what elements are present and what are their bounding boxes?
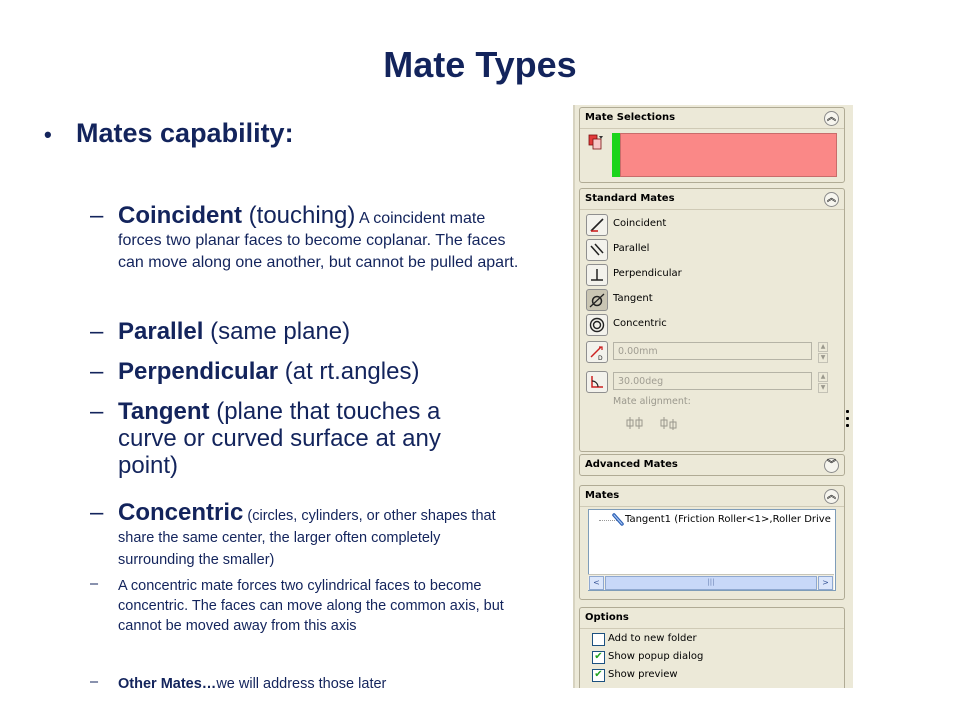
mate-label: Coincident [613, 218, 667, 229]
spin-up-icon[interactable]: ▲ [818, 372, 828, 382]
mate-selection-icon [588, 134, 604, 150]
group-title: Mate Selections [585, 112, 676, 123]
term-tangent-note: (plane that touches a curve or curved surface at any point) [118, 398, 441, 479]
scroll-right-icon[interactable]: > [818, 576, 833, 590]
tangent-mate-icon [611, 512, 625, 528]
group-title: Advanced Mates [585, 459, 678, 470]
options-group [579, 607, 845, 688]
mate-list-item[interactable]: Tangent1 (Friction Roller<1>,Roller Drive [625, 514, 831, 525]
term-perpendicular: Perpendicular [118, 358, 279, 385]
term-parallel-note: (same plane) [203, 318, 351, 345]
concentric-icon[interactable] [586, 314, 608, 336]
scroll-thumb[interactable]: ||| [605, 576, 817, 590]
spin-down-icon[interactable]: ▼ [818, 383, 828, 393]
concentric-explanation-text: A concentric mate forces two cylindrical faces to become concentric. The faces can move along the common axis, but cannot be moved away from this axis [118, 578, 504, 634]
svg-text:D: D [598, 355, 603, 362]
group-title: Standard Mates [585, 193, 675, 204]
mates-group [579, 485, 845, 600]
term-coincident: Coincident [118, 202, 242, 229]
group-header[interactable] [580, 108, 844, 129]
perpendicular-icon[interactable] [586, 264, 608, 286]
tangent-icon[interactable] [586, 289, 608, 311]
angle-spinner[interactable] [818, 372, 828, 390]
mate-label: Parallel [613, 243, 650, 254]
aligned-icon[interactable] [626, 415, 644, 434]
checkbox-checked[interactable]: ✔ [592, 651, 605, 664]
splitter-dot [846, 424, 849, 427]
coincident-description: A coincident mate forces two planar faces to become coplanar. The faces can move along one another, but cannot be pulled apart. [118, 210, 519, 271]
option-label: Show preview [608, 669, 678, 680]
bullet-glyph: • [44, 122, 52, 147]
dash: – [90, 358, 104, 385]
term-other-mates: Other Mates… [118, 676, 217, 692]
group-header[interactable] [580, 608, 844, 629]
item-coincident [90, 202, 520, 274]
dash: – [90, 674, 99, 690]
dash: – [90, 202, 104, 229]
collapse-icon[interactable]: ︽ [824, 111, 839, 126]
expand-icon[interactable]: ︾ [824, 458, 839, 473]
term-parallel: Parallel [118, 318, 204, 345]
item-perpendicular [90, 358, 520, 385]
slide-title: Mate Types [383, 44, 577, 85]
checkbox-checked[interactable]: ✔ [592, 669, 605, 682]
mate-selections-list[interactable] [620, 133, 837, 177]
group-header[interactable] [580, 486, 844, 507]
term-perpendicular-note: (at rt.angles) [278, 358, 420, 385]
parallel-icon[interactable] [586, 239, 608, 261]
term-concentric-note: (circles, cylinders, or other shapes that share the same center, the larger often completely surrounding the smaller) [118, 508, 496, 568]
collapse-icon[interactable]: ︽ [824, 489, 839, 504]
term-coincident-note: (touching) [242, 202, 356, 229]
bullet-heading: Mates capability: [76, 118, 294, 148]
option-label: Show popup dialog [608, 651, 704, 662]
item-parallel [90, 318, 520, 345]
angle-icon[interactable] [586, 371, 608, 393]
group-title: Mates [585, 490, 620, 501]
angle-input[interactable]: 30.00deg [613, 372, 812, 390]
mate-selections-group [579, 107, 845, 183]
distance-icon[interactable] [586, 341, 608, 363]
checkbox-unchecked[interactable] [592, 633, 605, 646]
option-label: Add to new folder [608, 633, 697, 644]
dash: – [90, 318, 104, 345]
mate-label: Concentric [613, 318, 667, 329]
dash: – [90, 576, 99, 592]
dash: – [90, 499, 104, 526]
splitter-dot [846, 410, 849, 413]
item-other-mates [90, 674, 520, 694]
item-concentric [90, 499, 520, 571]
mate-alignment-label: Mate alignment: [613, 396, 691, 407]
mate-label: Perpendicular [613, 268, 682, 279]
property-manager-panel [573, 105, 853, 688]
collapse-icon[interactable]: ︽ [824, 192, 839, 207]
term-concentric: Concentric [118, 499, 244, 526]
panel-border [573, 105, 575, 688]
scroll-left-icon[interactable]: < [589, 576, 604, 590]
distance-spinner[interactable] [818, 342, 828, 360]
item-concentric-explanation [90, 576, 520, 636]
spin-down-icon[interactable]: ▼ [818, 353, 828, 363]
splitter-dot [846, 417, 849, 420]
term-other-mates-note: we will address those later [216, 676, 387, 692]
horizontal-scrollbar[interactable] [588, 574, 834, 590]
item-tangent [90, 398, 500, 479]
standard-mates-group [579, 188, 845, 452]
advanced-mates-group [579, 454, 845, 476]
group-header[interactable] [580, 189, 844, 210]
distance-input[interactable]: 0.00mm [613, 342, 812, 360]
panel-splitter-handle[interactable] [846, 410, 850, 434]
anti-aligned-icon[interactable] [660, 415, 678, 434]
spin-up-icon[interactable]: ▲ [818, 342, 828, 352]
term-tangent: Tangent [118, 398, 210, 425]
coincident-icon[interactable] [586, 214, 608, 236]
group-title: Options [585, 612, 629, 623]
mate-label: Tangent [613, 293, 653, 304]
group-header[interactable] [580, 455, 844, 475]
selection-active-indicator [612, 133, 620, 177]
dash: – [90, 398, 104, 425]
